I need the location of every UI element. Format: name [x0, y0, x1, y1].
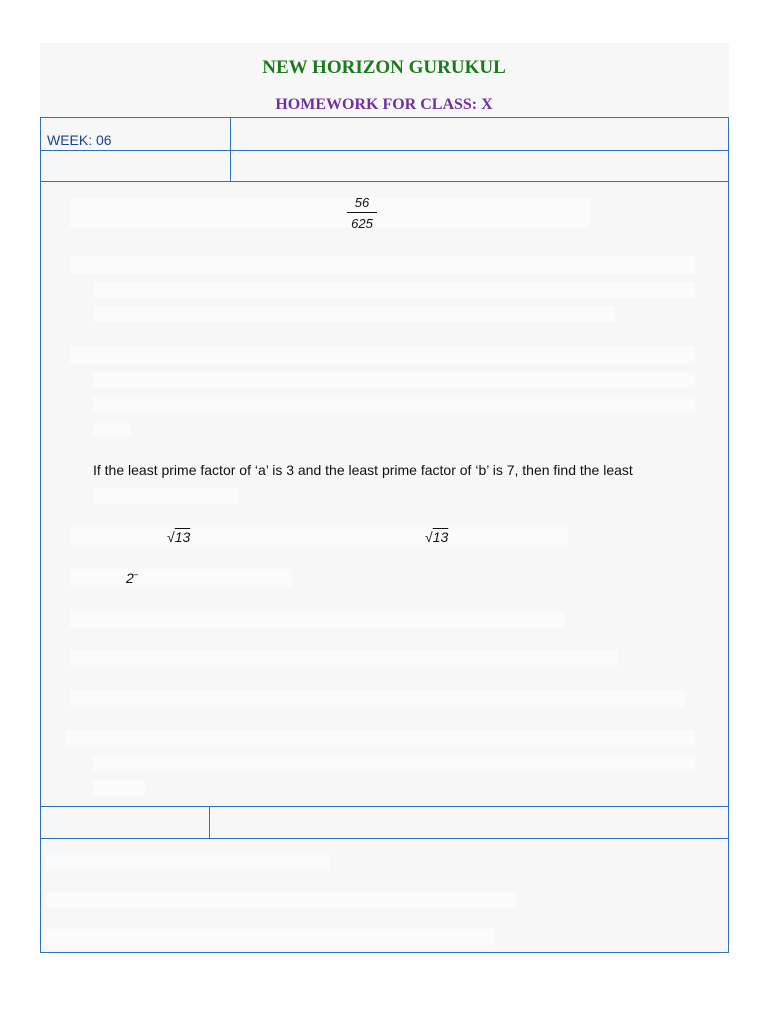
redacted-text-block: [93, 755, 695, 771]
redacted-text-block: [70, 569, 292, 587]
redacted-text-block: [93, 488, 238, 504]
fraction-numerator: 56: [354, 195, 370, 210]
radicand: 13: [174, 529, 191, 545]
fraction-denominator: 625: [351, 216, 373, 231]
redacted-text-block: [70, 198, 590, 228]
table-column-divider: [230, 117, 231, 181]
square-root-expression: [425, 529, 448, 545]
table-row-divider: [40, 181, 729, 182]
redacted-text-block: [46, 929, 494, 945]
redacted-text-block: [70, 256, 695, 274]
radical-sign: √: [425, 529, 433, 545]
redacted-text-block: [46, 853, 330, 869]
table-column-divider: [209, 806, 210, 838]
square-root-expression: [167, 529, 190, 545]
question-text: If the least prime factor of ‘a’ is 3 and the least prime factor of ‘b’ is 7, then find the least: [93, 462, 633, 478]
redacted-text-block: [70, 346, 695, 364]
homework-class-title: HOMEWORK FOR CLASS: X: [275, 96, 493, 113]
power-expression: [126, 570, 138, 586]
power-exponent: –: [133, 570, 139, 579]
redacted-text-block: [93, 306, 615, 322]
fraction: [347, 195, 377, 231]
table-border-top: [40, 117, 729, 118]
table-border-left: [40, 117, 41, 953]
redacted-text-block: [93, 780, 145, 796]
redacted-text-block: [93, 423, 131, 437]
redacted-text-block: [93, 282, 695, 298]
radical-sign: √: [167, 529, 175, 545]
redacted-text-block: [70, 650, 618, 667]
table-border-right: [728, 117, 729, 953]
table-row-divider: [40, 838, 729, 839]
school-name: NEW HORIZON GURUKUL: [262, 57, 506, 78]
redacted-text-block: [70, 527, 568, 545]
table-border-bottom: [40, 952, 729, 953]
redacted-text-block: [70, 611, 565, 628]
power-base: 2: [126, 570, 134, 586]
redacted-text-block: [70, 690, 685, 707]
redacted-text-block: [93, 372, 695, 388]
redacted-text-block: [66, 730, 695, 747]
radicand: 13: [432, 529, 449, 545]
week-label: WEEK: 06: [47, 132, 112, 148]
redacted-text-block: [46, 892, 516, 908]
fraction-bar: [347, 212, 377, 213]
redacted-text-block: [93, 397, 695, 413]
table-row-divider: [40, 150, 729, 151]
table-row-divider: [40, 806, 729, 807]
